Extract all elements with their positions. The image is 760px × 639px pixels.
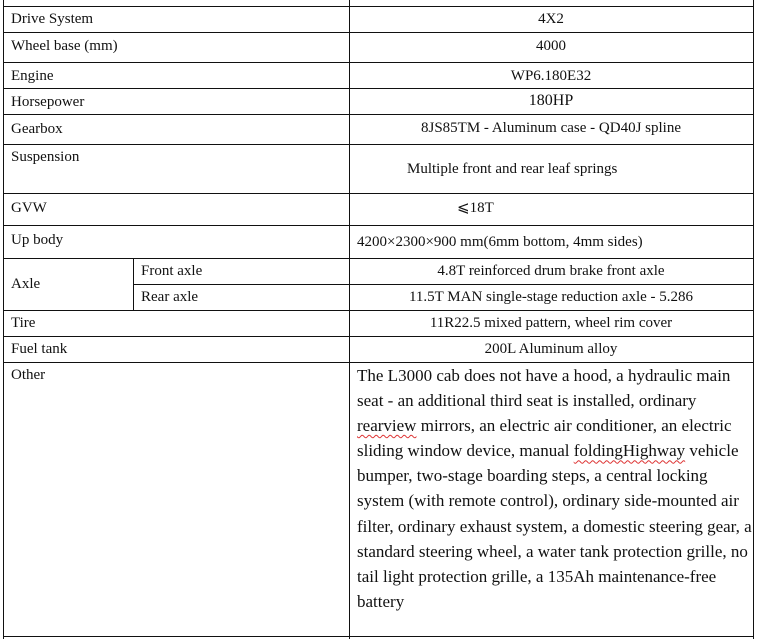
row-value-other: [357, 363, 752, 614]
row-label-tire: Tire: [11, 315, 36, 331]
row-divider: [3, 32, 754, 33]
row-divider: [3, 225, 754, 226]
row-label-rear-axle: Rear axle: [141, 289, 199, 305]
row-divider: [3, 636, 754, 637]
row-label-front-axle: Front axle: [141, 263, 203, 279]
row-value-suspension: Multiple front and rear leaf springs: [407, 161, 618, 177]
row-divider: [3, 258, 754, 259]
table-border-right: [753, 0, 754, 639]
row-label-gvw: GVW: [11, 200, 47, 216]
row-divider: [3, 6, 754, 7]
row-divider: [3, 144, 754, 145]
row-value-up-body: 4200×2300×900 mm(6mm bottom, 4mm sides): [357, 234, 643, 250]
other-text-part1: The L3000 cab does not have a hood, a hydraulic main seat - an additional third seat is installed, ordinary: [357, 366, 731, 411]
row-value-engine: WP6.180E32: [510, 68, 592, 84]
row-divider: [3, 62, 754, 63]
row-value-gearbox: 8JS85TM - Aluminum case - QD40J spline: [421, 120, 681, 136]
row-value-drive-system: 4X2: [538, 11, 564, 27]
row-label-other: Other: [11, 367, 46, 383]
table-border-left: [3, 0, 4, 639]
row-divider: [133, 284, 754, 285]
row-value-horsepower: 180HP: [528, 92, 574, 109]
row-divider: [3, 193, 754, 194]
row-label-engine: Engine: [11, 68, 54, 84]
spellcheck-word-rearview: rearview: [357, 416, 417, 436]
row-label-suspension: Suspension: [11, 149, 80, 165]
row-label-horsepower: Horsepower: [11, 94, 85, 110]
row-value-fuel-tank: 200L Aluminum alloy: [484, 341, 618, 357]
row-value-rear-axle: 11.5T MAN single-stage reduction axle - 5.286: [408, 289, 694, 305]
row-divider: [3, 310, 754, 311]
row-value-tire: 11R22.5 mixed pattern, wheel rim cover: [429, 315, 673, 331]
other-text-part3: vehicle bumper, two-stage boarding steps, a central locking system (with remote control), ordinary side-mounted air filter, ordinary exhaust system, a domestic steering gear, a standard steering wheel, a water tank protection grille, no tail light protection grille, a 135Ah maintenance-free battery: [357, 441, 752, 611]
row-divider: [3, 336, 754, 337]
row-label-axle: Axle: [11, 276, 41, 292]
row-label-gearbox: Gearbox: [11, 121, 63, 137]
row-divider: [3, 114, 754, 115]
row-label-up-body: Up body: [11, 232, 64, 248]
other-text-part2: mirrors, an electric air conditioner, an electric sliding window device, manual: [357, 416, 732, 461]
row-value-wheel-base: 4000: [536, 38, 566, 54]
row-value-gvw: ⩽18T: [457, 200, 494, 216]
row-value-front-axle: 4.8T reinforced drum brake front axle: [437, 263, 665, 279]
spellcheck-word-foldinghighway: foldingHighway: [573, 441, 686, 461]
row-label-drive-system: Drive System: [11, 11, 94, 27]
row-divider: [3, 88, 754, 89]
row-label-fuel-tank: Fuel tank: [11, 341, 68, 357]
row-label-wheel-base: Wheel base (mm): [11, 38, 118, 54]
